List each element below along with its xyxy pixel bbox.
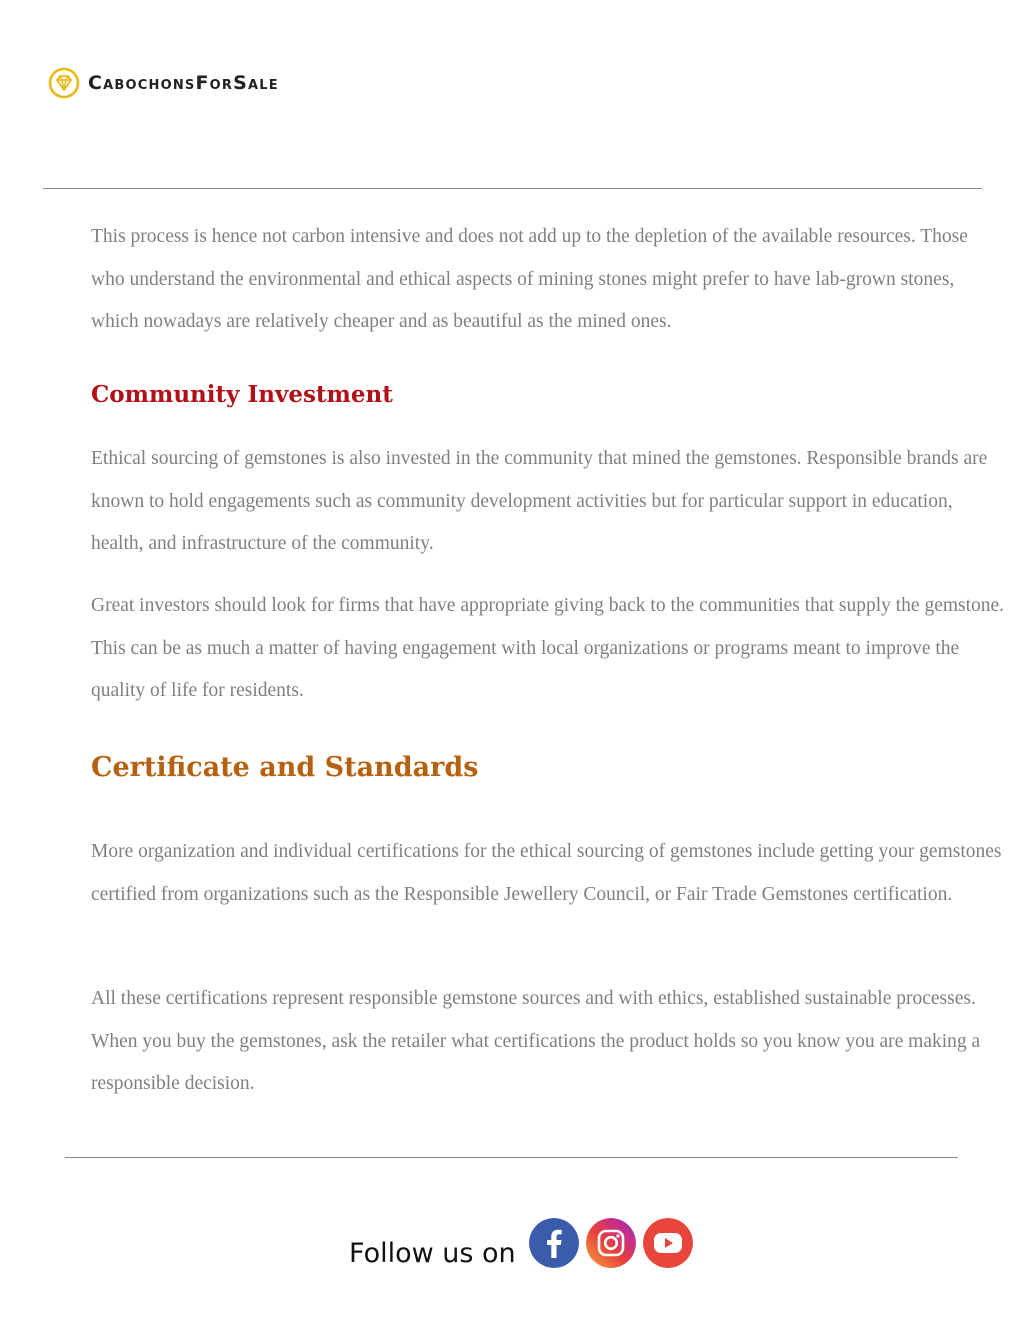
- certificate-standards-heading: Certificate and Standards: [91, 752, 479, 783]
- brand-logo[interactable]: [48, 66, 279, 100]
- community-paragraph-2: Great investors should look for firms that have appropriate giving back to the communities that supply the gemstone. This can be as much a matter of having engagement with local organizations or programs meant to improve the quality of life for residents.: [91, 595, 1005, 701]
- gem-logo-icon: [48, 67, 80, 99]
- bottom-divider: [65, 1157, 958, 1158]
- certificates-paragraph-1: More organization and individual certifications for the ethical sourcing of gemstones include getting your gemstones certified from organizations such as the Responsible Jewellery Council, or Fair Trade Gemstones certification.: [91, 841, 1002, 905]
- intro-paragraph: This process is hence not carbon intensive and does not add up to the depletion of the available resources. Those who understand the environmental and ethical aspects of mining stones might prefer to have lab-grown stones, which nowadays are relatively cheaper and as beautiful as the mined ones.: [91, 226, 968, 332]
- instagram-icon[interactable]: [586, 1218, 636, 1268]
- top-divider: [43, 188, 982, 189]
- community-investment-heading: Community Investment: [91, 381, 393, 408]
- follow-us-label: Follow us on: [349, 1238, 516, 1269]
- community-paragraph-1-block: [91, 438, 1006, 566]
- community-paragraph-1: Ethical sourcing of gemstones is also invested in the community that mined the gemstones. Responsible brands are known to hold engagements such as community development activities but for particular support in education, health, and infrastructure of the community.: [91, 448, 988, 554]
- facebook-icon[interactable]: [529, 1218, 579, 1268]
- intro-paragraph-block: [91, 216, 1006, 344]
- certificates-paragraph-1-block: [91, 831, 1006, 916]
- certificates-paragraph-2: All these certifications represent responsible gemstone sources and with ethics, established sustainable processes. When you buy the gemstones, ask the retailer what certifications the product holds so you know you are making a responsible decision.: [91, 988, 981, 1094]
- youtube-icon[interactable]: [643, 1218, 693, 1268]
- brand-name: CabochonsForSale: [88, 72, 279, 94]
- certificates-paragraph-2-block: [91, 978, 1006, 1106]
- community-paragraph-2-block: [91, 585, 1006, 713]
